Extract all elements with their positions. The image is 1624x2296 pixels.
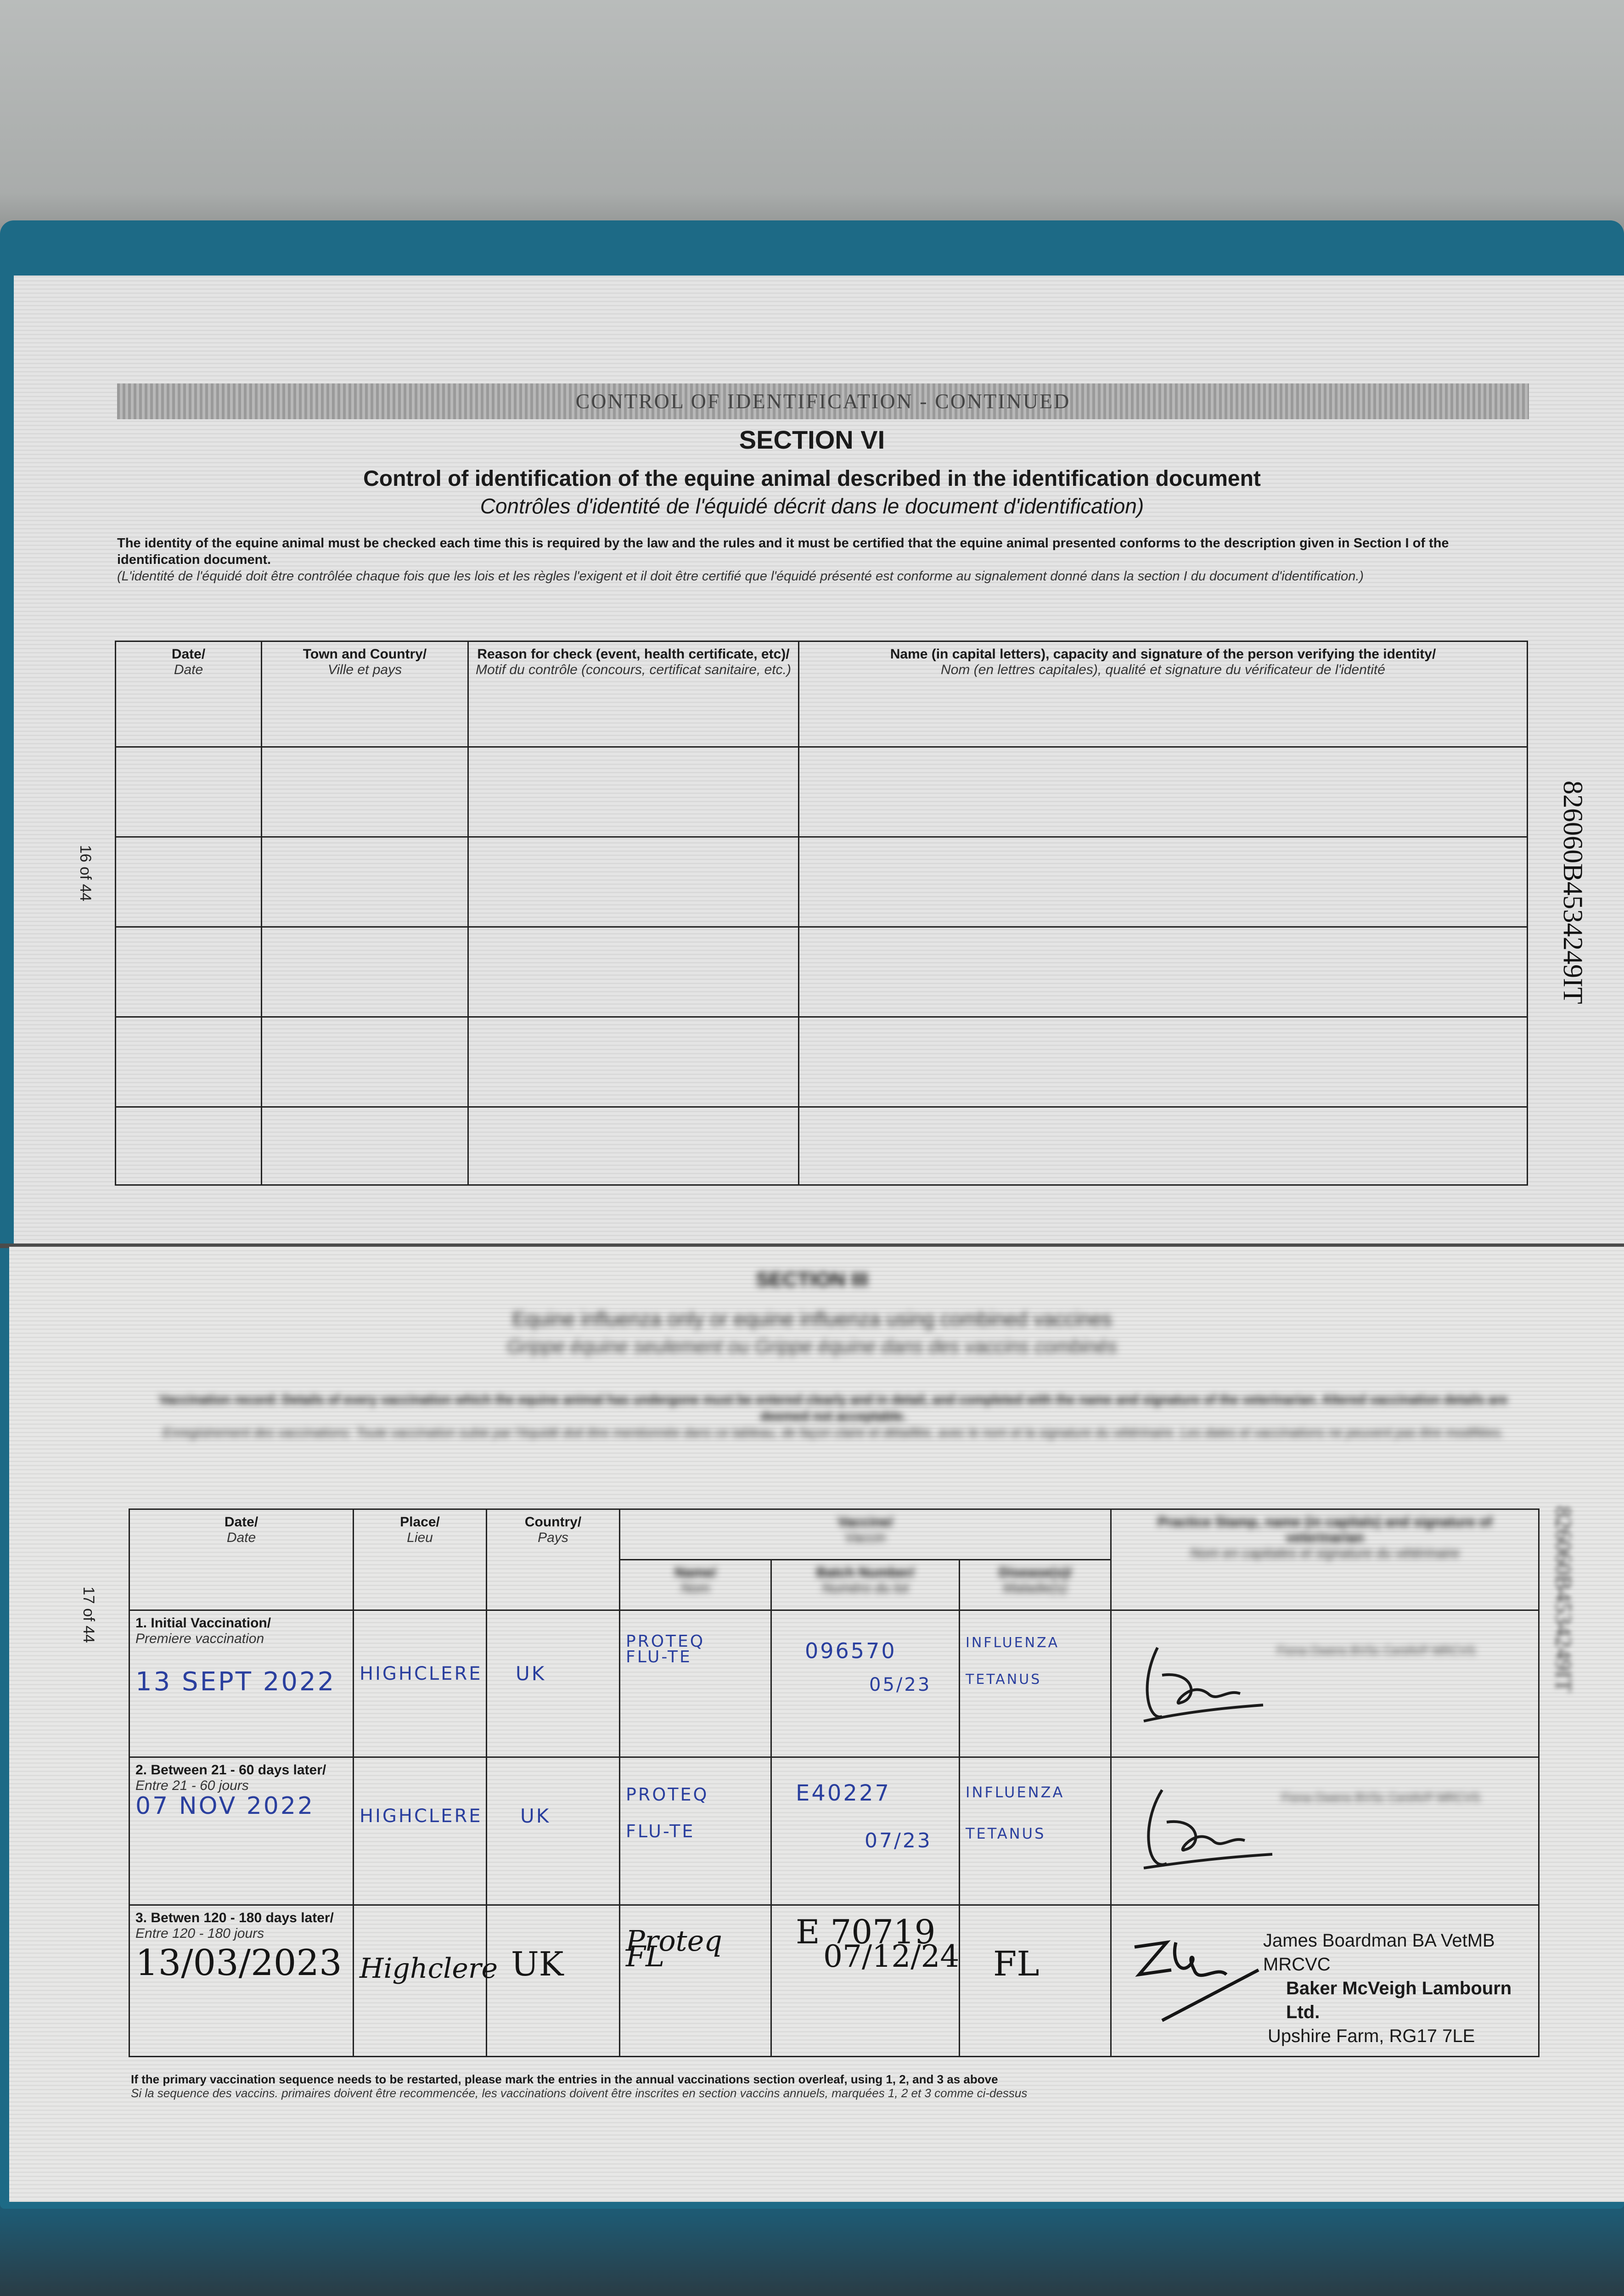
row-3-disease-cell[interactable] xyxy=(960,1905,1111,2057)
verifier-cell[interactable] xyxy=(799,837,1528,927)
row-3-country-cell[interactable] xyxy=(487,1905,620,2057)
banner-text: CONTROL OF IDENTIFICATION - CONTINUED xyxy=(575,389,1071,413)
row-2-country-cell[interactable] xyxy=(487,1757,620,1905)
row-1-date-cell[interactable]: 1. Initial Vaccination/ Premiere vaccination 13 SEPT 2022 xyxy=(129,1610,354,1757)
place-value: HIGHCLERE xyxy=(360,1806,483,1827)
passport-id-code: 826060B4534249IT xyxy=(1558,781,1588,1004)
place-value: HIGHCLERE xyxy=(360,1663,483,1684)
row-3-vaccine-cell[interactable] xyxy=(620,1905,771,2057)
lower-intro xyxy=(138,1391,1529,1441)
table-row xyxy=(116,837,1528,927)
table-row xyxy=(116,927,1528,1017)
section-heading: SECTION VI xyxy=(739,425,885,454)
batch-value: E 70719 xyxy=(796,1913,936,1951)
row-2-place-cell[interactable] xyxy=(354,1757,487,1905)
vaccination-date: 07 NOV 2022 xyxy=(135,1792,315,1820)
vet-stamp: Fiona Owens BVSc CertAVP MRCVS xyxy=(1281,1790,1480,1804)
table-row xyxy=(116,747,1528,837)
col-vaccine-name: Name/ Nom xyxy=(620,1560,771,1610)
row-2-batch-cell[interactable] xyxy=(771,1757,960,1905)
reason-cell[interactable] xyxy=(468,747,799,837)
reason-cell[interactable] xyxy=(468,837,799,927)
identity-check-table xyxy=(115,641,1528,1186)
col-reason: Reason for check (event, health certificate, etc)/ Motif du contrôle (concours, certificat sanitaire, etc.) xyxy=(468,642,799,747)
col-country: Country/ Pays xyxy=(487,1509,620,1610)
page-number-17: 17 of 44 xyxy=(80,1587,97,1643)
verifier-cell[interactable] xyxy=(799,1017,1528,1107)
verifier-cell[interactable] xyxy=(799,927,1528,1017)
country-value: UK xyxy=(516,1662,546,1685)
row-3-date-cell[interactable]: 3. Betwen 120 - 180 days later/ Entre 120 - 180 jours 13/03/2023 xyxy=(129,1905,354,2057)
row-1-disease-cell[interactable] xyxy=(960,1610,1111,1757)
col-place: Place/ Lieu xyxy=(354,1509,487,1610)
vet-stamp: Fiona Owens BVSc CertAVP MRCVS xyxy=(1277,1643,1476,1657)
country-value: UK xyxy=(520,1805,551,1827)
batch-expiry: 05/23 xyxy=(869,1674,932,1695)
row-1-place-cell[interactable] xyxy=(354,1610,487,1757)
row-1-batch-cell[interactable] xyxy=(771,1610,960,1757)
verifier-cell[interactable] xyxy=(799,1107,1528,1185)
vaccination-date: 13/03/2023 xyxy=(135,1942,342,1984)
col-date: Date/ Date xyxy=(116,642,262,747)
town-cell[interactable] xyxy=(262,747,468,837)
row-3-vet-cell[interactable] xyxy=(1111,1905,1539,2057)
date-cell[interactable] xyxy=(116,1017,262,1107)
section-banner xyxy=(117,383,1529,419)
vet-stamp-line: James Boardman BA VetMB MRCVC xyxy=(1263,1930,1495,1975)
col-vaccine: Vaccine/ Vaccin xyxy=(620,1509,1111,1560)
lower-title-fr: Grippe équine seulement ou Grippe équine dans des vaccins combinés xyxy=(507,1335,1117,1357)
reason-cell[interactable] xyxy=(468,1107,799,1185)
row-3-place-cell[interactable] xyxy=(354,1905,498,2057)
lower-intro-fr: Enregistrement des vaccinations: Toute vaccination subie par l'équidé doit être mentionnée dans ce tableau, de façon claire et détaillée, avec le nom et la signature du vétérinaire. Les dates et vaccinations ne peuvent pas être modifiées. xyxy=(163,1425,1504,1440)
disease-value: INFLUENZA TETANUS xyxy=(966,1784,1065,1842)
col-batch: Batch Number/ Numéro du lot xyxy=(771,1560,960,1610)
table-row xyxy=(116,1017,1528,1107)
reason-cell[interactable] xyxy=(468,1017,799,1107)
row-1-vaccine-cell[interactable] xyxy=(620,1610,771,1757)
row-1-vet-cell[interactable] xyxy=(1111,1610,1539,1757)
intro-en: The identity of the equine animal must be checked each time this is required by the law and the rules and it must be certified that the equine animal presented conforms to the description given in Section I of the identification document. xyxy=(117,536,1449,567)
lower-section-heading: SECTION III xyxy=(756,1268,868,1291)
vaccine-name-value: Proteq FL xyxy=(626,1924,722,1973)
town-cell[interactable] xyxy=(262,927,468,1017)
batch-expiry: 07/23 xyxy=(865,1829,932,1852)
vaccine-name-value: PROTEQ FLU-TE xyxy=(626,1784,709,1841)
row-2-disease-cell[interactable] xyxy=(960,1757,1111,1905)
batch-value: 096570 xyxy=(805,1638,897,1663)
lower-title-en: Equine influenza only or equine influenza using combined vaccines xyxy=(512,1308,1112,1330)
disease-value: FL xyxy=(993,1944,1040,1984)
col-town-country: Town and Country/ Ville et pays xyxy=(262,642,468,747)
disease-value: INFLUENZA TETANUS xyxy=(966,1635,1060,1688)
date-cell[interactable] xyxy=(116,747,262,837)
vet-stamp-line: Baker McVeigh Lambourn Ltd. xyxy=(1286,1978,1512,2022)
footnote-fr: Si la sequence des vaccins. primaires doivent être recommencée, les vaccinations doivent être inscrites en section vaccins annuels, marquées 1, 2 et 3 comme ci-dessus xyxy=(131,2086,1028,2100)
row-2-date-cell[interactable]: 2. Between 21 - 60 days later/ Entre 21 - 60 jours 07 NOV 2022 xyxy=(129,1757,354,1905)
vet-signature xyxy=(1130,1776,1277,1877)
row-2-vaccine-cell[interactable] xyxy=(620,1757,771,1905)
town-cell[interactable] xyxy=(262,837,468,927)
section-title-en: Control of identification of the equine animal described in the identification document xyxy=(363,467,1261,491)
verifier-cell[interactable] xyxy=(799,747,1528,837)
row-2-vet-cell[interactable] xyxy=(1111,1757,1539,1905)
vaccination-date: 13 SEPT 2022 xyxy=(135,1667,336,1697)
country-value: UK xyxy=(511,1945,564,1983)
vaccine-name-value: PROTEQ FLU-TE xyxy=(626,1632,705,1666)
place-value: Highclere xyxy=(360,1953,498,1985)
table-row xyxy=(116,1107,1528,1185)
vet-stamp-line: Upshire Farm, RG17 7LE xyxy=(1268,2026,1475,2046)
table-row xyxy=(129,1610,1539,1757)
reason-cell[interactable] xyxy=(468,927,799,1017)
lower-intro-en: Vaccination record: Details of every vaccination which the equine animal has undergone must be entered clearly and in detail, and completed with the name and signature of the veterinarian. Altered vaccination details are deemed not acceptable. xyxy=(159,1392,1508,1423)
batch-value: E40227 xyxy=(796,1780,891,1806)
col-verifier: Name (in capital letters), capacity and signature of the person verifying the identity/ Nom (en lettres capitales), qualité et signature du vérificateur de l'identité xyxy=(799,642,1528,747)
col-disease: Disease(s)/ Maladie(s) xyxy=(960,1560,1111,1610)
col-date: Date/ Date xyxy=(129,1509,354,1610)
col-vet: Practice Stamp, name (in capitals) and signature of veterinarian Nom en capitales et signature du vétérinaire xyxy=(1111,1509,1539,1610)
page-number-16: 16 of 44 xyxy=(77,845,94,901)
town-cell[interactable] xyxy=(262,1017,468,1107)
date-cell[interactable] xyxy=(116,1107,262,1185)
batch-expiry: 07/12/24 xyxy=(823,1939,960,1974)
row-1-country-cell[interactable] xyxy=(487,1610,620,1757)
table-row xyxy=(129,1905,1539,2057)
vet-stamp xyxy=(1190,1929,1538,2048)
section-title-fr: Contrôles d'identité de l'équidé décrit dans le document d'identification) xyxy=(480,494,1144,518)
town-cell[interactable] xyxy=(262,1107,468,1185)
footnote-en: If the primary vaccination sequence needs to be restarted, please mark the entries in the annual vaccinations section overleaf, using 1, 2, and 3 as above xyxy=(131,2072,998,2086)
date-cell[interactable] xyxy=(116,837,262,927)
vaccination-table xyxy=(129,1508,1540,2057)
intro-fr: (L'identité de l'équidé doit être contrôlée chaque fois que les lois et les règles l'exigent et il doit être certifié que l'équidé présenté est conforme au signalement donné dans la section I du document d'identification.) xyxy=(117,569,1364,584)
footnote xyxy=(131,2072,1531,2100)
passport-id-code-blurred: 826060B4534249IT xyxy=(1551,1506,1577,1693)
section-intro xyxy=(117,535,1522,585)
table-row xyxy=(129,1757,1539,1905)
row-3-batch-cell[interactable] xyxy=(771,1905,960,2057)
vet-signature xyxy=(1130,1629,1268,1730)
date-cell[interactable] xyxy=(116,927,262,1017)
